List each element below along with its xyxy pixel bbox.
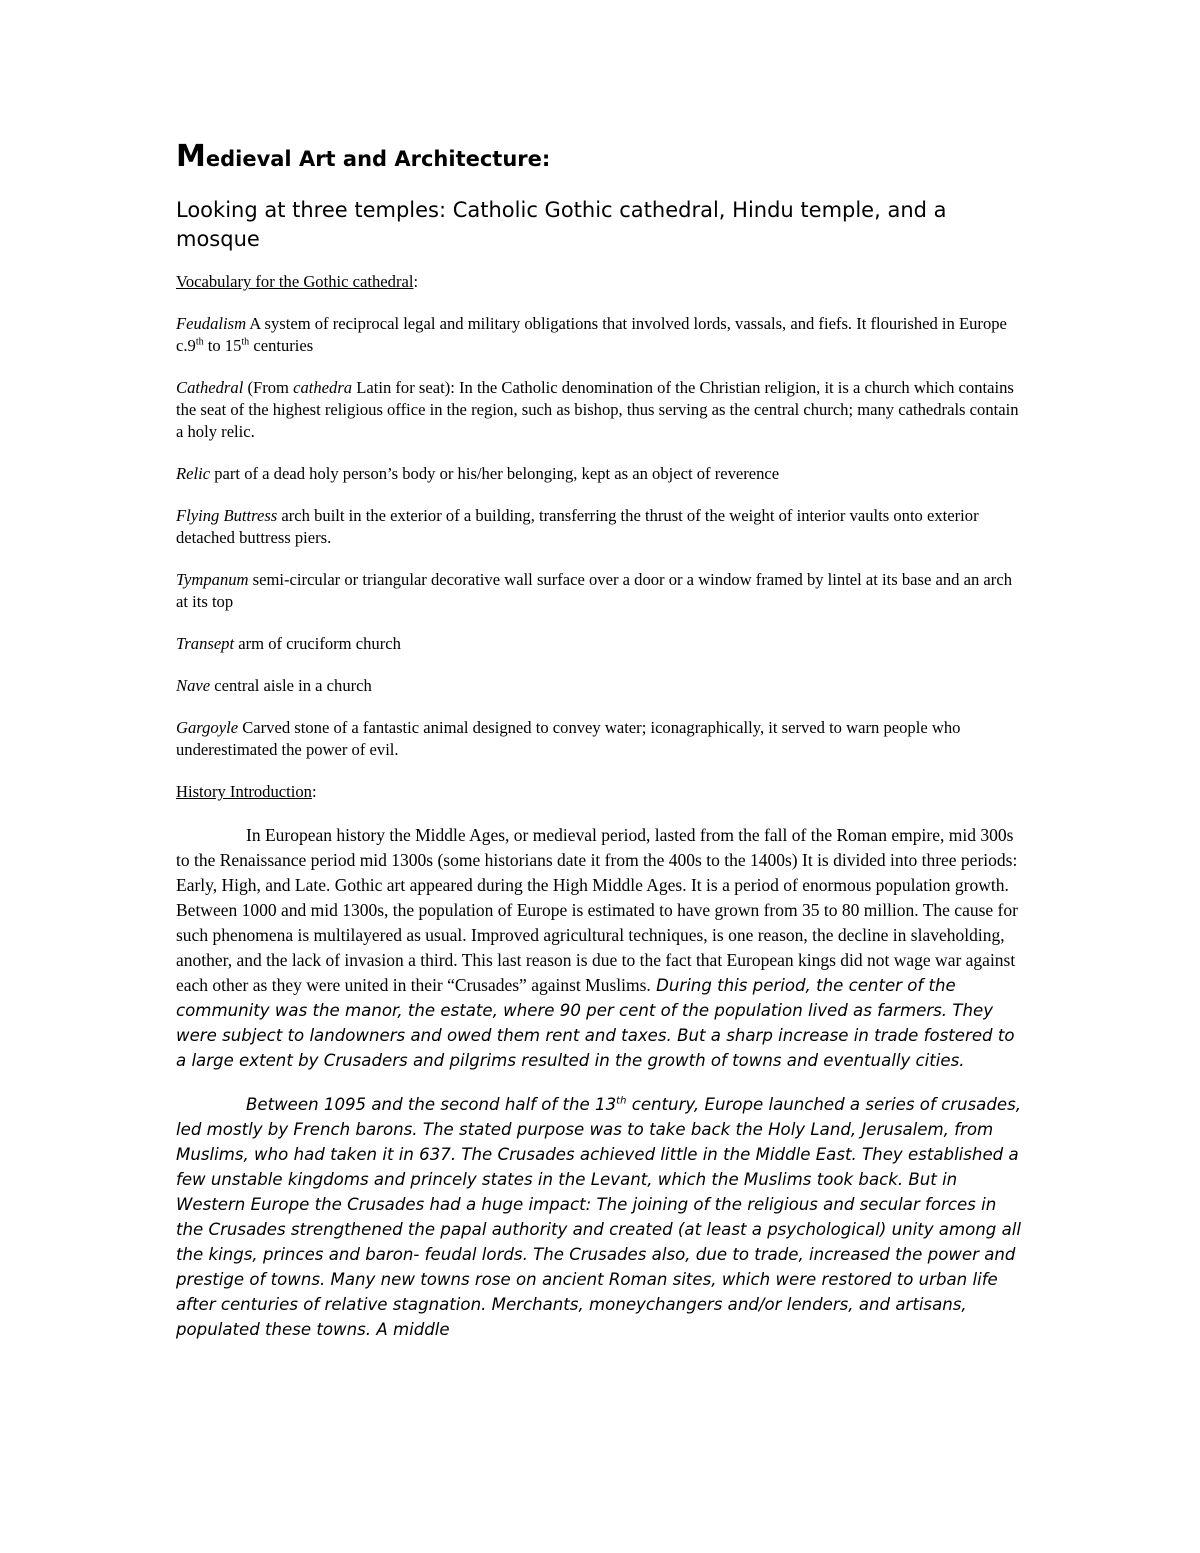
- history-heading-colon: :: [311, 782, 317, 801]
- vocab-term: Tympanum: [176, 570, 249, 589]
- vocab-item-cathedral: [176, 377, 1026, 443]
- vocab-definition: part of a dead holy person’s body or his/her belonging, kept as an object of reverence: [210, 464, 780, 483]
- vocab-definition: central aisle in a church: [210, 676, 372, 695]
- history-paragraph-2: [176, 1092, 1026, 1342]
- vocab-item-flying-buttress: [176, 505, 1026, 549]
- vocab-definition: Carved stone of a fantastic animal designed to convey water; iconagraphically, it served to warn people who underestimated the power of evil.: [176, 718, 961, 759]
- history-heading: [176, 781, 1026, 803]
- superscript: th: [241, 336, 250, 348]
- title-initial: M: [176, 139, 206, 174]
- vocab-definition: arch built in the exterior of a building, transferring the thrust of the weight of interior vaults onto exterior detached buttress piers.: [176, 506, 979, 547]
- vocab-item-gargoyle: [176, 717, 1026, 761]
- paragraph-text-italic: century, Europe launched a series of crusades, led mostly by French barons. The stated purpose was to take back the Holy Land, Jerusalem, from Muslims, who had taken it in 637. The Crusades achieved little in the Middle East. They established a few unstable kingdoms and princely states in the Levant, which the Muslims took back. But in Western Europe the Crusades had a huge impact: The joining of the religious and secular forces in the Crusades strengthened the papal authority and created (at least a psychological) unity among all the kings, princes and baron- feudal lords. The Crusades also, due to trade, increased the power and prestige of towns. Many new towns rose on ancient Roman sites, which were restored to urban life after centuries of relative stagnation. Merchants, moneychangers and/or lenders, and artisans, populated these towns. A middle: [176, 1095, 1022, 1339]
- vocab-heading-text: Vocabulary for the Gothic cathedral: [176, 272, 414, 291]
- vocab-term: Cathedral: [176, 378, 244, 397]
- vocab-term: Flying Buttress: [176, 506, 278, 525]
- vocab-item-transept: [176, 633, 1026, 655]
- vocab-item-relic: [176, 463, 1026, 485]
- vocab-definition: (From: [243, 378, 294, 397]
- vocab-term: Transept: [176, 634, 235, 653]
- superscript: th: [195, 336, 204, 348]
- vocab-definition: semi-circular or triangular decorative wall surface over a door or a window framed by lintel at its base and an arch at its top: [176, 570, 1012, 611]
- vocab-term: Gargoyle: [176, 718, 239, 737]
- paragraph-text: In European history the Middle Ages, or medieval period, lasted from the fall of the Roman empire, mid 300s to the Renaissance period mid 1300s (some historians date it from the 400s to the 1400s) It is divided into three periods: Early, High, and Late. Gothic art appeared during the High Middle Ages. It is a period of enormous population growth. Between 1000 and mid 1300s, the population of Europe is estimated to have grown from 35 to 80 million. The cause for such phenomena is multilayered as usual. Improved agricultural techniques, is one reason, the decline in slaveholding, another, and the lack of invasion a third. This last reason is due to the fact that European kings did not wage war against each other as they were united in their “Crusades” against Muslims.: [176, 825, 1018, 995]
- document-title: [176, 139, 1026, 174]
- history-heading-text: History Introduction: [176, 782, 312, 801]
- document-body: [176, 139, 1026, 1361]
- vocab-item-feudalism: [176, 313, 1026, 357]
- document-subtitle: Looking at three temples: Catholic Gothic cathedral, Hindu temple, and a mosque: [176, 198, 947, 251]
- vocab-definition: centuries: [249, 336, 314, 355]
- vocab-item-nave: [176, 675, 1026, 697]
- vocab-term: Feudalism: [176, 314, 247, 333]
- vocab-definition: to 15: [203, 336, 242, 355]
- vocab-definition: A system of reciprocal legal and military obligations that involved lords, vassals, and fiefs. It flourished in Europe c.9: [176, 314, 1007, 355]
- vocab-definition: Latin for seat): In the Catholic denomination of the Christian religion, it is a church which contains the seat of the highest religious office in the region, such as bishop, thus serving as the central church; many cathedrals contain a holy relic.: [176, 378, 1019, 441]
- paragraph-text-italic: Between 1095 and the second half of the 13: [246, 1095, 617, 1114]
- vocab-item-tympanum: [176, 569, 1026, 613]
- superscript: th: [616, 1095, 627, 1107]
- vocab-heading: [176, 271, 1026, 293]
- vocab-definition: arm of cruciform church: [234, 634, 401, 653]
- vocab-term-latin: cathedra: [293, 378, 353, 397]
- title-text: edieval Art and Architecture:: [205, 147, 551, 171]
- vocab-term: Nave: [176, 676, 211, 695]
- vocab-heading-colon: :: [413, 272, 419, 291]
- history-paragraph-1: [176, 823, 1026, 1073]
- paragraph-text-italic: During this period, the center of the community was the manor, the estate, where 90 per cent of the population lived as farmers. They were subject to landowners and owed them rent and taxes. But a sharp increase in trade fostered to a large extent by Crusaders and pilgrims resulted in the growth of towns and eventually cities.: [176, 976, 1015, 1070]
- vocab-term: Relic: [176, 464, 211, 483]
